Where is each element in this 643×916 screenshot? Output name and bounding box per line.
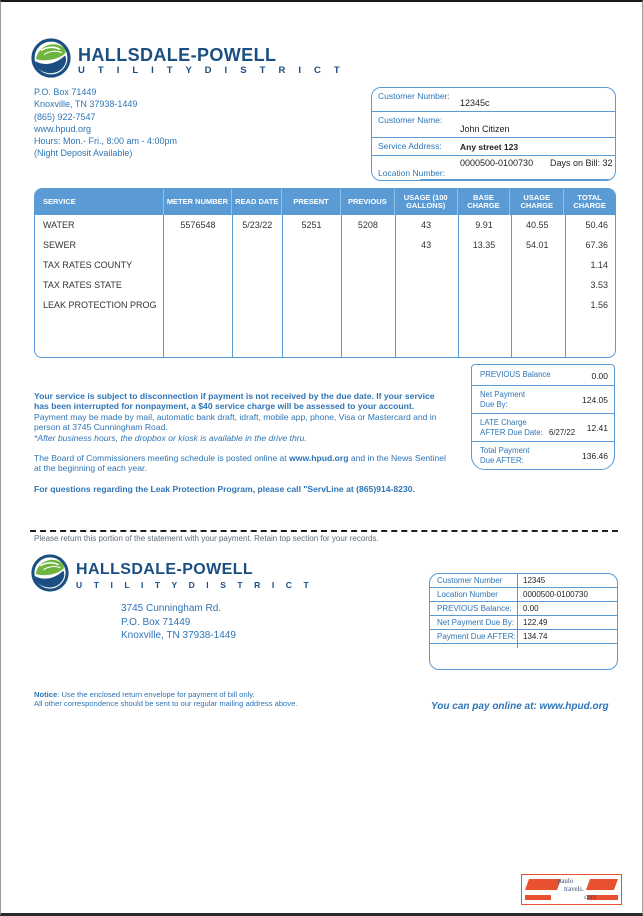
column-divider-line: [341, 215, 342, 357]
table-cell: 9.91: [475, 220, 493, 230]
commissioners-note-post: and in the News Sentinel at the beginning of each year.: [34, 453, 446, 474]
table-cell: [458, 295, 511, 315]
stub-previous-balance-value: 0.00: [523, 604, 539, 613]
total-payment-value: 136.46: [582, 451, 608, 461]
brand-footer: [31, 554, 313, 597]
commissioners-note-url: www.hpud.org: [289, 453, 349, 464]
watermark-shape: [525, 895, 551, 900]
address-line: (Night Deposit Available): [34, 148, 133, 159]
disconnection-notice: [34, 391, 446, 433]
column-header: PREVIOUS: [341, 189, 395, 215]
commissioners-note-pre: The Board of Commissioners meeting schedule is posted online at: [34, 453, 290, 464]
commissioners-note: [34, 453, 446, 474]
envelope-notice-line2: All other correspondence should be sent to our regular mailing address above.: [34, 699, 298, 709]
table-cell: [282, 235, 341, 255]
table-cell: 43: [421, 240, 432, 250]
table-cell: [282, 255, 341, 275]
table-cell: 3.53: [590, 280, 609, 290]
customer-number-row: [372, 88, 615, 112]
watermark-text: paulo travels. com: [558, 878, 596, 901]
table-cell: [510, 295, 564, 315]
table-cell: [164, 275, 233, 295]
table-cell: [395, 295, 458, 315]
previous-balance-row: [472, 365, 614, 386]
stub-payment-after-label: Payment Due AFTER:: [437, 632, 516, 641]
table-cell: [341, 295, 395, 315]
address-line: www.hpud.org: [34, 123, 92, 134]
address-line: Knoxville, TN 37938-1449: [34, 99, 138, 110]
table-cell: [282, 295, 341, 315]
perforation-line: [30, 530, 618, 532]
table-cell: [458, 275, 511, 295]
total-payment-label-1: Total Payment: [480, 445, 530, 455]
column-divider-line: [511, 215, 512, 357]
column-header: READ DATE: [232, 189, 282, 215]
customer-name-value: John Citizen: [460, 124, 510, 134]
location-number-row: [372, 156, 615, 181]
service-table-row: [35, 235, 615, 255]
table-cell: [232, 275, 282, 295]
customer-name-label: Customer Name:: [378, 115, 443, 125]
notices-block: [34, 391, 446, 494]
table-cell: [164, 295, 233, 315]
remit-address-block: [121, 602, 236, 643]
late-charge-date: 6/27/22: [549, 428, 576, 437]
table-cell: 50.46: [585, 220, 609, 230]
table-cell: [232, 235, 282, 255]
stub-customer-number-row: [430, 574, 617, 588]
late-charge-label-1: LATE Charge: [480, 417, 527, 427]
column-header: PRESENT: [282, 189, 341, 215]
service-address-label: Service Address:: [378, 141, 442, 151]
service-address-value: Any street 123: [460, 142, 519, 152]
stub-net-payment-value: 122.49: [523, 618, 548, 627]
table-cell: 1.14: [590, 260, 609, 270]
table-cell: [341, 235, 395, 255]
table-cell: [510, 255, 564, 275]
table-cell: 5251: [301, 220, 322, 230]
service-charges-table: [34, 188, 616, 358]
remit-address-line: 3745 Cunningham Rd.: [121, 603, 222, 614]
payment-summary-box: [471, 364, 615, 470]
service-table-row: [35, 215, 615, 235]
column-divider-line: [232, 215, 233, 357]
table-cell: 40.55: [526, 220, 549, 230]
column-divider-line: [458, 215, 459, 357]
location-number-label: Location Number:: [378, 168, 446, 178]
table-cell: [395, 255, 458, 275]
after-hours-note: *After business hours, the dropbox or kiosk is available in the drive thru.: [34, 432, 307, 443]
table-cell: 5576548: [180, 220, 216, 230]
net-payment-row: [472, 386, 614, 414]
column-header: TOTAL CHARGE: [573, 192, 606, 210]
service-table-row: [35, 255, 615, 275]
table-cell: 1.56: [590, 300, 609, 310]
hpud-logo-icon: [31, 38, 71, 83]
late-charge-label-2: AFTER Due Date:: [480, 428, 543, 437]
payment-stub-box: [429, 573, 618, 670]
service-address-row: [372, 138, 615, 156]
table-cell: [395, 275, 458, 295]
table-cell: [458, 255, 511, 275]
divider-line: [420, 179, 615, 180]
table-cell: 13.35: [472, 240, 496, 250]
brand-header: [31, 38, 345, 83]
table-cell: [164, 255, 233, 275]
table-cell: [164, 235, 233, 255]
address-line: P.O. Box 71449: [34, 87, 97, 97]
envelope-notice-rest: : Use the enclosed return envelope for payment of bill only.: [57, 690, 255, 699]
customer-info-box: [371, 87, 616, 181]
brand-name: HALLSDALE-POWELL: [78, 44, 277, 65]
column-divider-line: [395, 215, 396, 357]
district-address-block: [34, 86, 177, 160]
table-cell: 67.36: [585, 240, 609, 250]
service-table-row: [35, 275, 615, 295]
column-header: METER NUMBER: [164, 189, 233, 215]
column-header: SERVICE: [35, 189, 164, 215]
table-cell: [232, 255, 282, 275]
table-cell: 43: [421, 220, 432, 230]
stub-customer-number-label: Customer Number: [437, 576, 503, 585]
days-on-bill-value: Days on Bill: 32: [550, 158, 613, 168]
stub-location-number-label: Location Number: [437, 590, 498, 599]
net-payment-label-2: Due By:: [480, 400, 508, 409]
table-cell: TAX RATES STATE: [43, 280, 122, 290]
stub-customer-number-value: 12345: [523, 576, 546, 585]
column-header: USAGE (100 GALLONS): [395, 189, 458, 215]
brand-name: HALLSDALE-POWELL: [76, 560, 254, 578]
table-cell: LEAK PROTECTION PROG: [43, 300, 157, 310]
return-portion-note: Please return this portion of the statement with your payment. Retain top section for your records.: [34, 534, 379, 543]
net-payment-label-1: Net Payment: [480, 389, 526, 399]
stub-location-number-value: 0000500-0100730: [523, 590, 588, 599]
late-charge-value: 12.41: [586, 423, 608, 433]
column-header: BASE CHARGE: [458, 189, 511, 215]
table-cell: WATER: [43, 220, 75, 230]
stub-payment-after-row: [430, 630, 617, 644]
table-cell: [282, 275, 341, 295]
location-number-value: 0000500-0100730: [460, 158, 534, 168]
address-line: (865) 922-7547: [34, 111, 96, 122]
address-line: Hours: Mon.- Fri., 8:00 am - 4:00pm: [34, 136, 178, 147]
table-cell: [341, 275, 395, 295]
table-cell: [232, 295, 282, 315]
late-charge-row: [472, 414, 614, 442]
stub-location-number-row: [430, 588, 617, 602]
leak-protection-note: For questions regarding the Leak Protection Program, please call "ServLine at (865)914-8230.: [34, 483, 415, 494]
column-divider-line: [565, 215, 566, 357]
disconnection-notice-bold: Your service is subject to disconnection if payment is not received by the due date. If your service has been interrupted for nonpayment, a $40 service charge will be assessed to your account.: [34, 391, 435, 412]
column-divider-line: [163, 215, 164, 357]
stub-previous-balance-row: [430, 602, 617, 616]
stub-divider-line: [517, 574, 518, 648]
paulo-travels-watermark: [521, 874, 622, 905]
column-divider-line: [282, 215, 283, 357]
previous-balance-label: PREVIOUS Balance: [480, 370, 551, 380]
table-cell: TAX RATES COUNTY: [43, 260, 133, 270]
remit-address-line: P.O. Box 71449: [121, 616, 191, 628]
column-header: USAGE CHARGE: [510, 189, 564, 215]
net-payment-value: 124.05: [582, 395, 608, 405]
customer-number-label: Customer Number:: [378, 91, 450, 101]
stub-net-payment-row: [430, 616, 617, 630]
table-cell: [510, 275, 564, 295]
total-payment-label-2: Due AFTER:: [480, 456, 524, 465]
customer-number-value: 12345c: [460, 98, 490, 108]
envelope-notice: [34, 690, 297, 709]
table-cell: 5208: [357, 220, 378, 230]
stub-payment-after-value: 134.74: [523, 632, 548, 641]
total-payment-row: [472, 442, 614, 469]
service-table-row: [35, 295, 615, 315]
disconnection-notice-rest: Payment may be made by mail, automatic bank draft, idraft, mobile app, phone, Visa or Mastercard and in person at 3745 Cunningham Road.: [34, 411, 437, 433]
stub-net-payment-label: Net Payment Due By:: [437, 618, 514, 627]
remit-address-line: Knoxville, TN 37938-1449: [121, 630, 236, 641]
customer-name-row: [372, 112, 615, 138]
service-table-body: [35, 215, 615, 357]
service-table-header: [35, 189, 615, 215]
table-cell: 54.01: [526, 240, 549, 250]
table-cell: [341, 255, 395, 275]
table-cell: 5/23/22: [242, 220, 273, 230]
brand-subname: U T I L I T Y D I S T R I C T: [76, 579, 314, 590]
table-cell: SEWER: [43, 240, 77, 250]
envelope-notice-bold: Notice: [34, 690, 58, 699]
stub-previous-balance-label: PREVIOUS Balance:: [437, 604, 512, 613]
brand-subname: U T I L I T Y D I S T R I C T: [78, 64, 345, 76]
previous-balance-value: 0.00: [591, 370, 608, 381]
hpud-logo-icon: [31, 554, 69, 597]
pay-online-note: You can pay online at: www.hpud.org: [431, 701, 609, 712]
